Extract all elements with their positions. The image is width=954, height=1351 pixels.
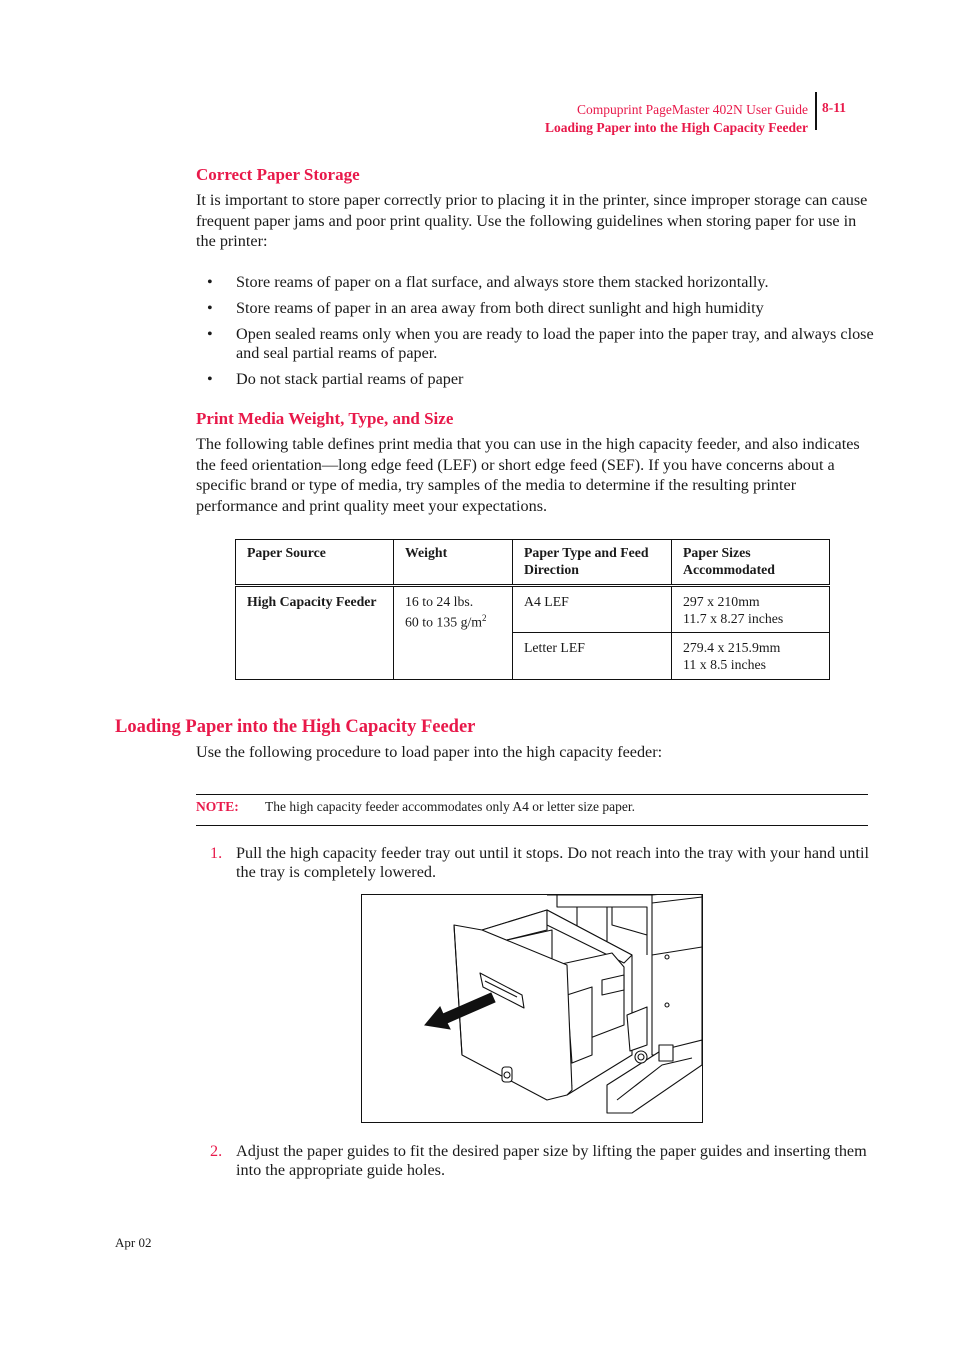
paper-size-metric: 297 x 210mm	[683, 594, 760, 609]
column-header: Weight	[394, 540, 513, 586]
list-item: • Store reams of paper on a flat surface, and always store them stacked horizontally.	[196, 273, 876, 292]
storage-heading: Correct Paper Storage	[196, 165, 360, 184]
paper-size-metric: 279.4 x 215.9mm	[683, 640, 781, 655]
column-header: Paper Sizes Accommodated	[672, 540, 830, 586]
paper-type-cell: A4 LEF	[513, 586, 672, 633]
weight-metric-exponent: 2	[482, 613, 487, 623]
table-header-row	[236, 540, 830, 586]
step-number: 1.	[210, 844, 223, 862]
step-text: Pull the high capacity feeder tray out until it stops. Do not reach into the tray with your hand until the tray is completely lowered.	[236, 844, 869, 881]
table-row	[236, 586, 830, 633]
header-section-title: Loading Paper into the High Capacity Feeder	[545, 120, 808, 135]
weight-metric-value: 60 to 135 g/m	[405, 614, 483, 630]
media-intro: The following table defines print media that you can use in the high capacity feeder, and also indicates the feed orientation—long edge feed (LEF) or short edge feed (SEF). If you have concerns about a specific brand or type of media, try samples of the media to determine if the resulting printer performance and print quality meet your expectations.	[196, 435, 860, 515]
list-item: • Do not stack partial reams of paper	[196, 370, 876, 389]
paper-size-cell	[672, 586, 830, 633]
feeder-tray-illustration	[361, 894, 703, 1123]
paper-source-cell: High Capacity Feeder	[236, 586, 394, 680]
page-number: 8-11	[822, 100, 847, 115]
weight-imperial: 16 to 24 lbs.	[405, 594, 474, 609]
step-number: 2.	[210, 1142, 223, 1160]
column-header: Paper Type and Feed Direction	[513, 540, 672, 586]
note-text: The high capacity feeder accommodates only A4 or letter size paper.	[265, 799, 635, 814]
paper-size-imperial: 11.7 x 8.27 inches	[683, 611, 784, 626]
note-bottom-rule	[196, 825, 868, 826]
list-item: • Open sealed reams only when you are ready to load the paper into the paper tray, and always close and seal partial reams of paper.	[196, 325, 876, 363]
note-top-rule	[196, 794, 868, 795]
loading-heading: Loading Paper into the High Capacity Feeder	[115, 717, 476, 737]
list-item: • Store reams of paper in an area away from both direct sunlight and high humidity	[196, 299, 876, 318]
feeder-tray-drawing	[362, 895, 702, 1122]
loading-intro: Use the following procedure to load paper into the high capacity feeder:	[196, 743, 663, 761]
header-divider	[815, 92, 817, 130]
paper-size-imperial: 11 x 8.5 inches	[683, 657, 767, 672]
weight-metric	[405, 610, 501, 631]
media-table	[235, 539, 830, 680]
footer-date: Apr 02	[115, 1235, 152, 1250]
weight-cell	[394, 586, 513, 680]
media-heading: Print Media Weight, Type, and Size	[196, 409, 454, 428]
storage-intro: It is important to store paper correctly prior to placing it in the printer, since improper storage can cause frequent paper jams and poor print quality. Use the following guidelines when storing paper for use in the printer:	[196, 191, 868, 251]
step-text: Adjust the paper guides to fit the desired paper size by lifting the paper guides and inserting them into the appropriate guide holes.	[236, 1142, 867, 1179]
column-header: Paper Source	[236, 540, 394, 586]
paper-size-cell	[672, 633, 830, 680]
note-label: NOTE:	[196, 799, 239, 814]
paper-type-cell: Letter LEF	[513, 633, 672, 680]
header-doc-title: Compuprint PageMaster 402N User Guide	[577, 102, 808, 117]
